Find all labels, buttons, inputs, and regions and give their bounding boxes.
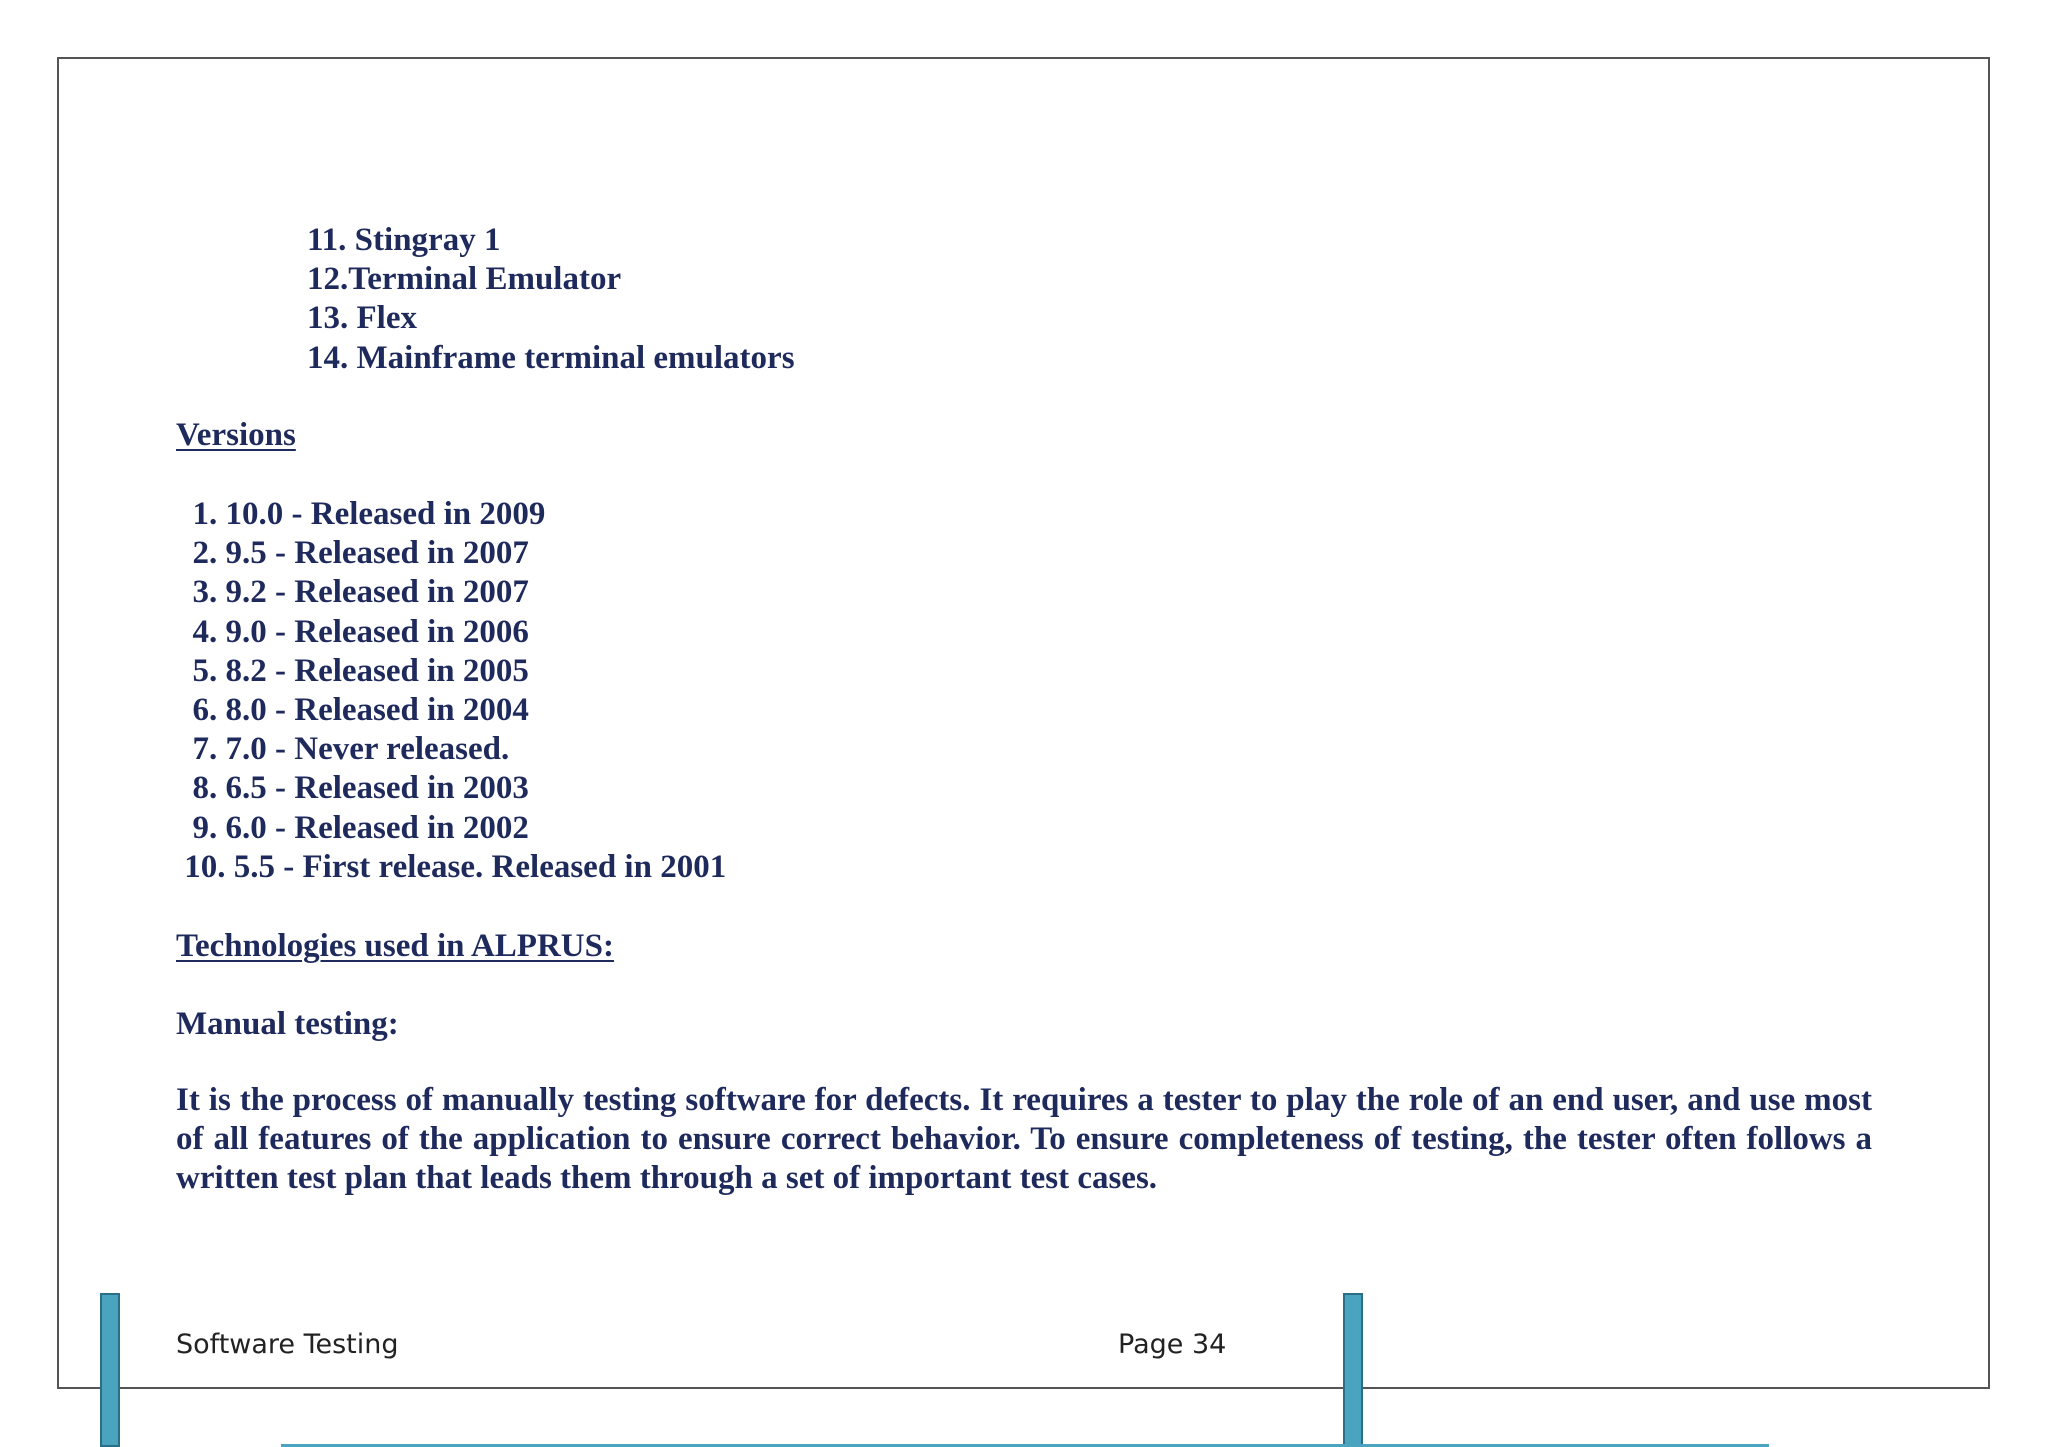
versions-heading: Versions — [176, 417, 296, 453]
tools-list-continued — [307, 221, 795, 378]
list-item: 10. 5.5 - First release. Released in 2001 — [176, 848, 727, 885]
page-number: Page 34 — [1118, 1329, 1227, 1360]
list-item: 3. 9.2 - Released in 2007 — [176, 574, 529, 611]
footer-title: Software Testing — [176, 1329, 399, 1360]
list-item: 2. 9.5 - Released in 2007 — [176, 535, 529, 572]
list-item: 11. Stingray 1 — [307, 222, 501, 258]
list-item: 8. 6.5 - Released in 2003 — [176, 770, 529, 807]
list-item: 14. Mainframe terminal emulators — [307, 339, 795, 376]
list-item: 1. 10.0 - Released in 2009 — [176, 496, 546, 532]
footer-right-accent-bar — [1343, 1293, 1363, 1447]
manual-testing-heading: Manual testing: — [176, 1006, 399, 1042]
list-item: 4. 9.0 - Released in 2006 — [176, 613, 529, 650]
list-item: 6. 8.0 - Released in 2004 — [176, 692, 529, 729]
list-item: 9. 6.0 - Released in 2002 — [176, 809, 529, 846]
manual-testing-paragraph: It is the process of manually testing software for defects. It requires a tester to play the role of an end user, and use most of all features of the application to ensure correct behavior. To ensure completeness of testing, the tester often follows a written test plan that leads them through a set of important test cases. — [176, 1082, 1872, 1196]
list-item: 5. 8.2 - Released in 2005 — [176, 652, 529, 689]
list-item: 7. 7.0 - Never released. — [176, 731, 510, 768]
technologies-heading: Technologies used in ALPRUS: — [176, 928, 614, 964]
versions-list — [176, 495, 726, 887]
footer-left-accent-bar — [100, 1293, 120, 1447]
list-item: 12.Terminal Emulator — [307, 261, 622, 298]
list-item: 13. Flex — [307, 300, 417, 337]
